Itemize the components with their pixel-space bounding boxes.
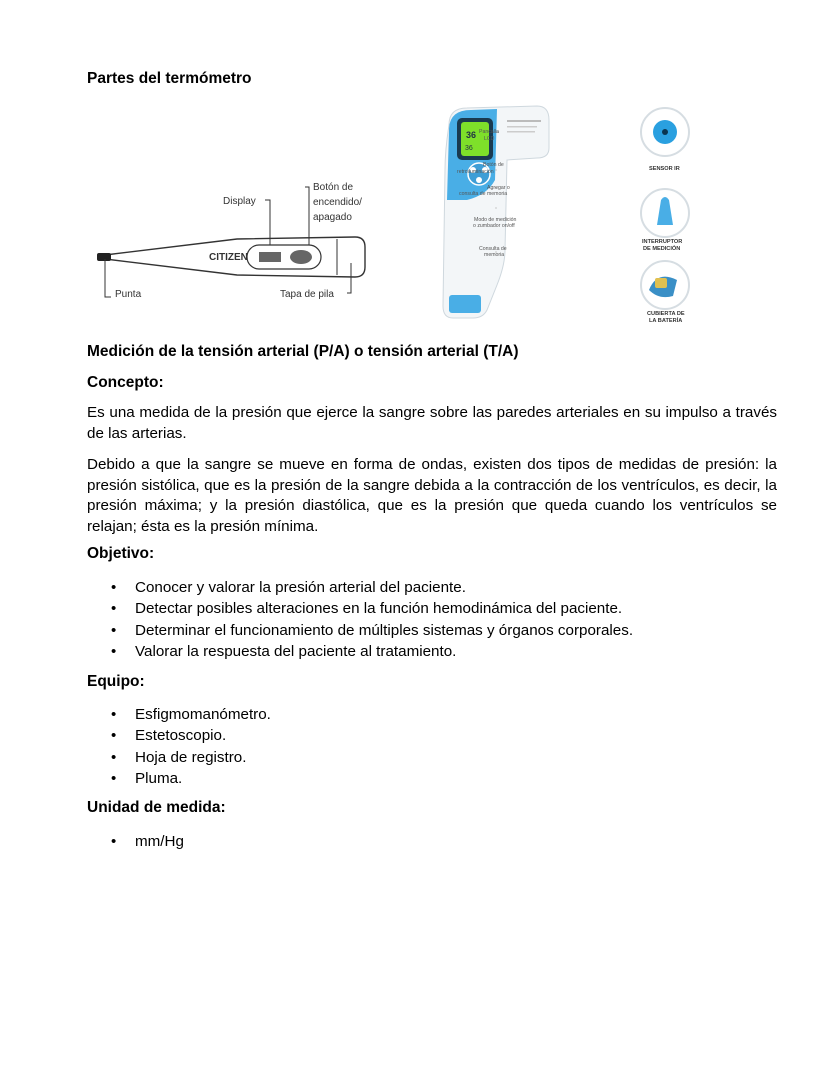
objetivo-list [87, 577, 777, 662]
concepto-paragraph-1: Es una medida de la presión que ejerce la sangre sobre las paredes arteriales en su impulso a través de las arterias. [87, 404, 777, 442]
svg-text:36: 36 [466, 130, 477, 140]
memory-query-label-2: memoria [484, 252, 505, 258]
unidad-list [87, 831, 777, 852]
tip-label: Punta [115, 289, 142, 300]
button-label-3: apagado [313, 212, 352, 223]
brand-label: CITIZEN [209, 252, 248, 263]
sensor-ir-label: SENSOR IR [649, 166, 680, 172]
infrared-thermometer-diagram [387, 100, 717, 330]
list-item: • Estetoscopio. [87, 725, 777, 746]
memory-add-label-2: consulta de memoria [459, 191, 508, 197]
list-item: • Esfigmomanómetro. [87, 704, 777, 725]
section-heading-medicion: Medición de la tensión arterial (P/A) o tensión arterial (T/A) [87, 343, 519, 360]
backlight-label-2: retroiluminación [457, 169, 494, 175]
unidad-heading: Unidad de medida: [87, 799, 226, 816]
svg-text:36: 36 [465, 145, 473, 152]
list-item: • Determinar el funcionamiento de múltiples sistemas y órganos corporales. [87, 620, 777, 641]
list-item: • Hoja de registro. [87, 747, 777, 768]
battery-cover-label-2: LA BATERÍA [649, 318, 683, 324]
list-item: • Pluma. [87, 768, 777, 789]
mode-label-2: o zumbador on/off [473, 223, 515, 229]
button-label-1: Botón de [313, 182, 354, 193]
switch-label-2: DE MEDICIÓN [643, 246, 681, 252]
button-label-2: encendido/ [313, 197, 362, 208]
battery-cap-label: Tapa de pila [280, 289, 334, 300]
section-heading-partes: Partes del termómetro [87, 70, 252, 87]
lcd-label-1: Pancalla [479, 129, 499, 135]
objetivo-heading: Objetivo: [87, 545, 155, 562]
backlight-label-1: Botón de [483, 162, 504, 168]
switch-label-1: INTERRUPTOR [642, 239, 683, 245]
concepto-paragraph-2: Debido a que la sangre se mueve en forma de ondas, existen dos tipos de medidas de presión: la presión sistólica, que es la presión de la sangre debida a la contracción de los ventrículos, es decir, la presión máxima; y la presión diastólica, que es la presión que queda cuando los ventrículos se relajan; ésta es la presión mínima. [87, 456, 777, 535]
list-item: • Detectar posibles alteraciones en la función hemodinámica del paciente. [87, 598, 777, 619]
lcd-label-2: LCD [484, 136, 495, 142]
concepto-heading: Concepto: [87, 374, 164, 391]
display-label: Display [223, 196, 256, 207]
digital-thermometer-diagram [87, 175, 377, 305]
list-item: • Valorar la respuesta del paciente al tratamiento. [87, 641, 777, 662]
equipo-list [87, 704, 777, 789]
memory-add-label-1: Agregar o [487, 185, 510, 191]
battery-cover-label-1: CUBIERTA DE [647, 311, 685, 317]
list-item: • mm/Hg [87, 831, 777, 852]
memory-query-label-1: Consulta de [479, 246, 507, 252]
mode-label-1: Modo de medición [474, 217, 517, 223]
equipo-heading: Equipo: [87, 673, 145, 690]
list-item: • Conocer y valorar la presión arterial del paciente. [87, 577, 777, 598]
